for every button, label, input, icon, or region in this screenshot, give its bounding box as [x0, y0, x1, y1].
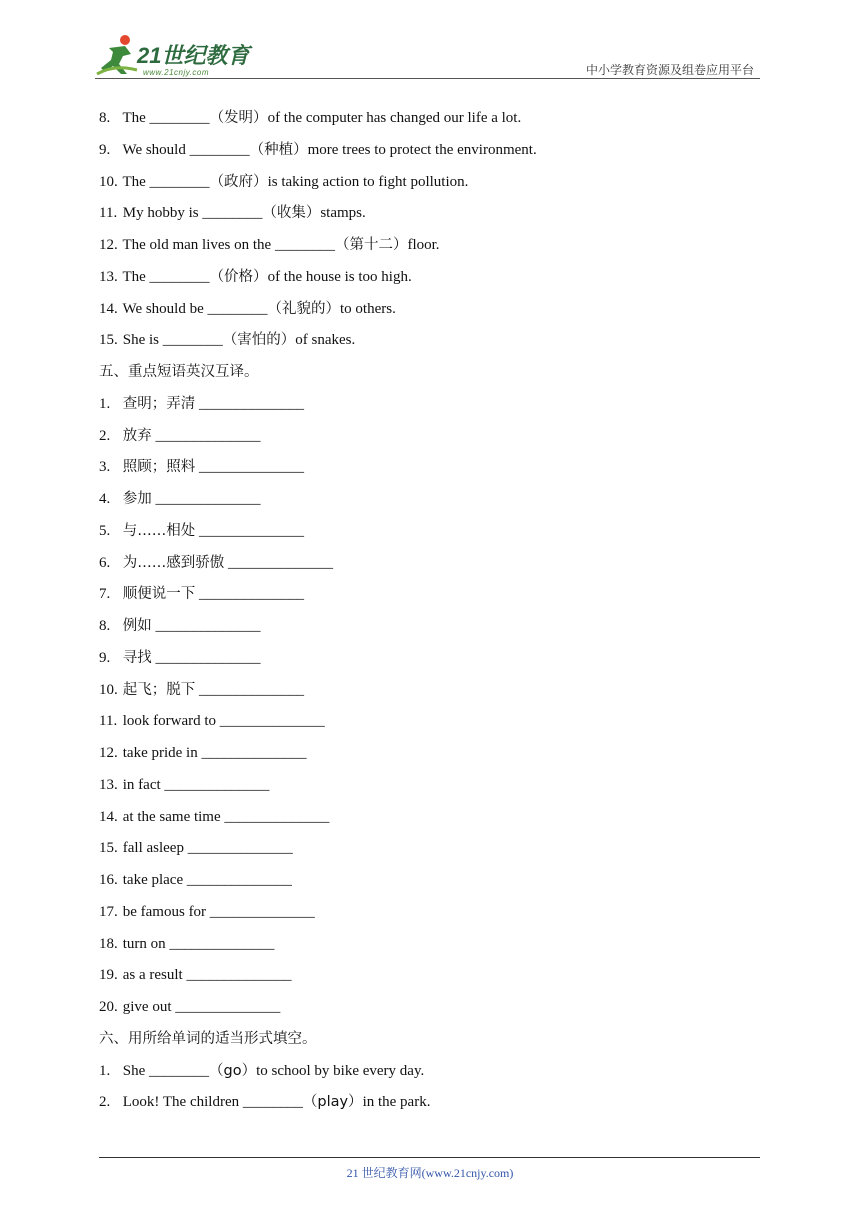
exercise-content — [99, 104, 759, 1120]
item-cn: 照顾；照料 — [122, 459, 196, 476]
item-post: ______________ — [151, 649, 261, 666]
exercise-item — [99, 739, 759, 771]
item-num: 9. — [99, 649, 111, 666]
item-post: is taking action to fight pollution. — [267, 173, 469, 190]
item-pre: The old man lives on the ________ — [122, 237, 335, 253]
item-num: 8. — [99, 110, 111, 126]
item-num: 7. — [99, 586, 111, 603]
exercise-item — [99, 898, 759, 930]
item-num: 16. — [99, 872, 118, 888]
item-post: in the park. — [362, 1094, 431, 1111]
item-num: 14. — [99, 300, 118, 317]
item-pre: fall asleep ______________ — [122, 840, 293, 857]
item-num: 10. — [99, 681, 118, 698]
runner-icon — [95, 34, 139, 76]
section-heading — [99, 1025, 759, 1057]
item-pre: The ________ — [122, 110, 210, 126]
item-cn: （收集） — [262, 205, 321, 222]
exercise-item — [99, 136, 759, 168]
page-footer: 21 世纪教育网(www.21cnjy.com) — [346, 1166, 514, 1180]
item-num: 15. — [99, 332, 118, 349]
page-header — [95, 30, 760, 80]
exercise-item — [99, 390, 759, 422]
item-num: 2. — [99, 1094, 111, 1111]
item-cn: 为……感到骄傲 — [122, 554, 225, 571]
item-num: 19. — [99, 967, 118, 984]
exercise-item — [99, 104, 759, 136]
item-num: 12. — [99, 745, 118, 761]
item-post: ______________ — [195, 522, 304, 539]
item-cn: （第十二） — [334, 237, 408, 253]
exercise-item — [99, 422, 759, 454]
item-num: 20. — [99, 999, 118, 1015]
item-cn: （害怕的） — [222, 332, 296, 349]
exercise-item — [99, 707, 759, 739]
item-post: of the computer has changed our life a lot. — [267, 110, 522, 126]
item-num: 13. — [99, 776, 118, 793]
exercise-item — [99, 580, 759, 612]
item-cn: 放弃 — [122, 427, 152, 444]
exercise-item — [99, 168, 759, 200]
exercise-item — [99, 676, 759, 708]
item-pre: The ________ — [122, 173, 210, 190]
site-logo — [95, 34, 260, 78]
item-pre: take pride in ______________ — [122, 745, 307, 761]
item-cn: 顺便说一下 — [122, 586, 196, 603]
item-post: of the house is too high. — [267, 268, 412, 285]
item-pre: give out ______________ — [122, 999, 281, 1015]
item-post: stamps. — [320, 205, 366, 222]
item-cn: 起飞；脱下 — [122, 681, 196, 698]
exercise-item — [99, 644, 759, 676]
item-num: 9. — [99, 141, 111, 158]
item-num: 18. — [99, 935, 118, 952]
item-num: 14. — [99, 808, 118, 825]
item-cn: （政府） — [209, 173, 268, 190]
item-num: 4. — [99, 491, 111, 507]
exercise-item — [99, 771, 759, 803]
section-heading — [99, 358, 759, 390]
item-cn: （play） — [302, 1094, 363, 1111]
item-pre: in fact ______________ — [122, 776, 270, 793]
exercise-item — [99, 549, 759, 581]
item-pre: as a result ______________ — [122, 967, 292, 984]
exercise-item — [99, 961, 759, 993]
item-num: 2. — [99, 427, 111, 444]
exercise-item — [99, 930, 759, 962]
exercise-item — [99, 263, 759, 295]
item-pre: Look! The children ________ — [122, 1094, 303, 1111]
item-num: 1. — [99, 395, 111, 412]
header-divider — [95, 78, 760, 79]
header-tagline: 中小学教育资源及组卷应用平台 — [585, 63, 754, 77]
item-num: 1. — [99, 1062, 111, 1079]
exercise-item — [99, 517, 759, 549]
item-pre: look forward to ______________ — [122, 713, 325, 730]
item-num: 11. — [99, 713, 118, 730]
exercise-item — [99, 231, 759, 263]
item-pre: at the same time ______________ — [122, 808, 330, 825]
exercise-item — [99, 199, 759, 231]
logo-main: 21世纪教育 — [137, 43, 250, 68]
item-num: 11. — [99, 205, 118, 222]
item-num: 6. — [99, 554, 111, 571]
item-post: ______________ — [195, 586, 304, 603]
item-pre: be famous for ______________ — [122, 903, 315, 920]
item-cn: 查明；弄清 — [122, 395, 196, 412]
item-post: floor. — [407, 237, 440, 253]
exercise-item — [99, 295, 759, 327]
exercise-item — [99, 1088, 759, 1120]
item-post: ______________ — [151, 491, 261, 507]
exercise-item — [99, 612, 759, 644]
item-post: to school by bike every day. — [256, 1062, 425, 1079]
item-post: ______________ — [224, 554, 333, 571]
exercise-item — [99, 1057, 759, 1089]
exercise-item — [99, 993, 759, 1025]
item-cn: 与……相处 — [122, 522, 196, 539]
footer-divider — [99, 1157, 760, 1158]
item-num: 15. — [99, 840, 118, 857]
exercise-item — [99, 834, 759, 866]
item-post: ______________ — [195, 395, 304, 412]
item-pre: She is ________ — [122, 332, 223, 349]
exercise-item — [99, 866, 759, 898]
item-post: ______________ — [195, 681, 304, 698]
exercise-item — [99, 803, 759, 835]
item-num: 12. — [99, 237, 118, 253]
item-pre: The ________ — [122, 268, 210, 285]
item-cn: 例如 — [122, 618, 152, 634]
item-pre: She ________ — [122, 1062, 209, 1079]
item-pre: turn on ______________ — [122, 935, 275, 952]
item-cn: 参加 — [122, 491, 152, 507]
item-cn: 寻找 — [122, 649, 152, 666]
section-title: 五、重点短语英汉互译。 — [99, 364, 259, 380]
item-post: more trees to protect the environment. — [307, 141, 537, 158]
item-pre: My hobby is ________ — [122, 205, 263, 222]
item-num: 10. — [99, 173, 118, 190]
item-num: 13. — [99, 268, 118, 285]
item-post: ______________ — [151, 618, 261, 634]
item-num: 8. — [99, 618, 111, 634]
item-pre: We should be ________ — [122, 300, 268, 317]
item-post: ______________ — [151, 427, 261, 444]
item-cn: （种植） — [249, 141, 308, 158]
item-pre: take place ______________ — [122, 872, 292, 888]
item-post: to others. — [340, 300, 396, 317]
item-cn: （go） — [209, 1062, 257, 1079]
item-num: 5. — [99, 522, 111, 539]
item-cn: （发明） — [209, 110, 268, 126]
section-title: 六、用所给单词的适当形式填空。 — [99, 1030, 317, 1047]
exercise-item — [99, 326, 759, 358]
item-cn: （礼貌的） — [267, 300, 341, 317]
item-cn: （价格） — [209, 268, 268, 285]
item-post: of snakes. — [295, 332, 356, 349]
item-pre: We should ________ — [122, 141, 250, 158]
logo-url: www.21cnjy.com — [143, 68, 209, 77]
item-num: 3. — [99, 459, 111, 476]
item-post: ______________ — [195, 459, 304, 476]
item-num: 17. — [99, 903, 118, 920]
exercise-item — [99, 453, 759, 485]
exercise-item — [99, 485, 759, 517]
